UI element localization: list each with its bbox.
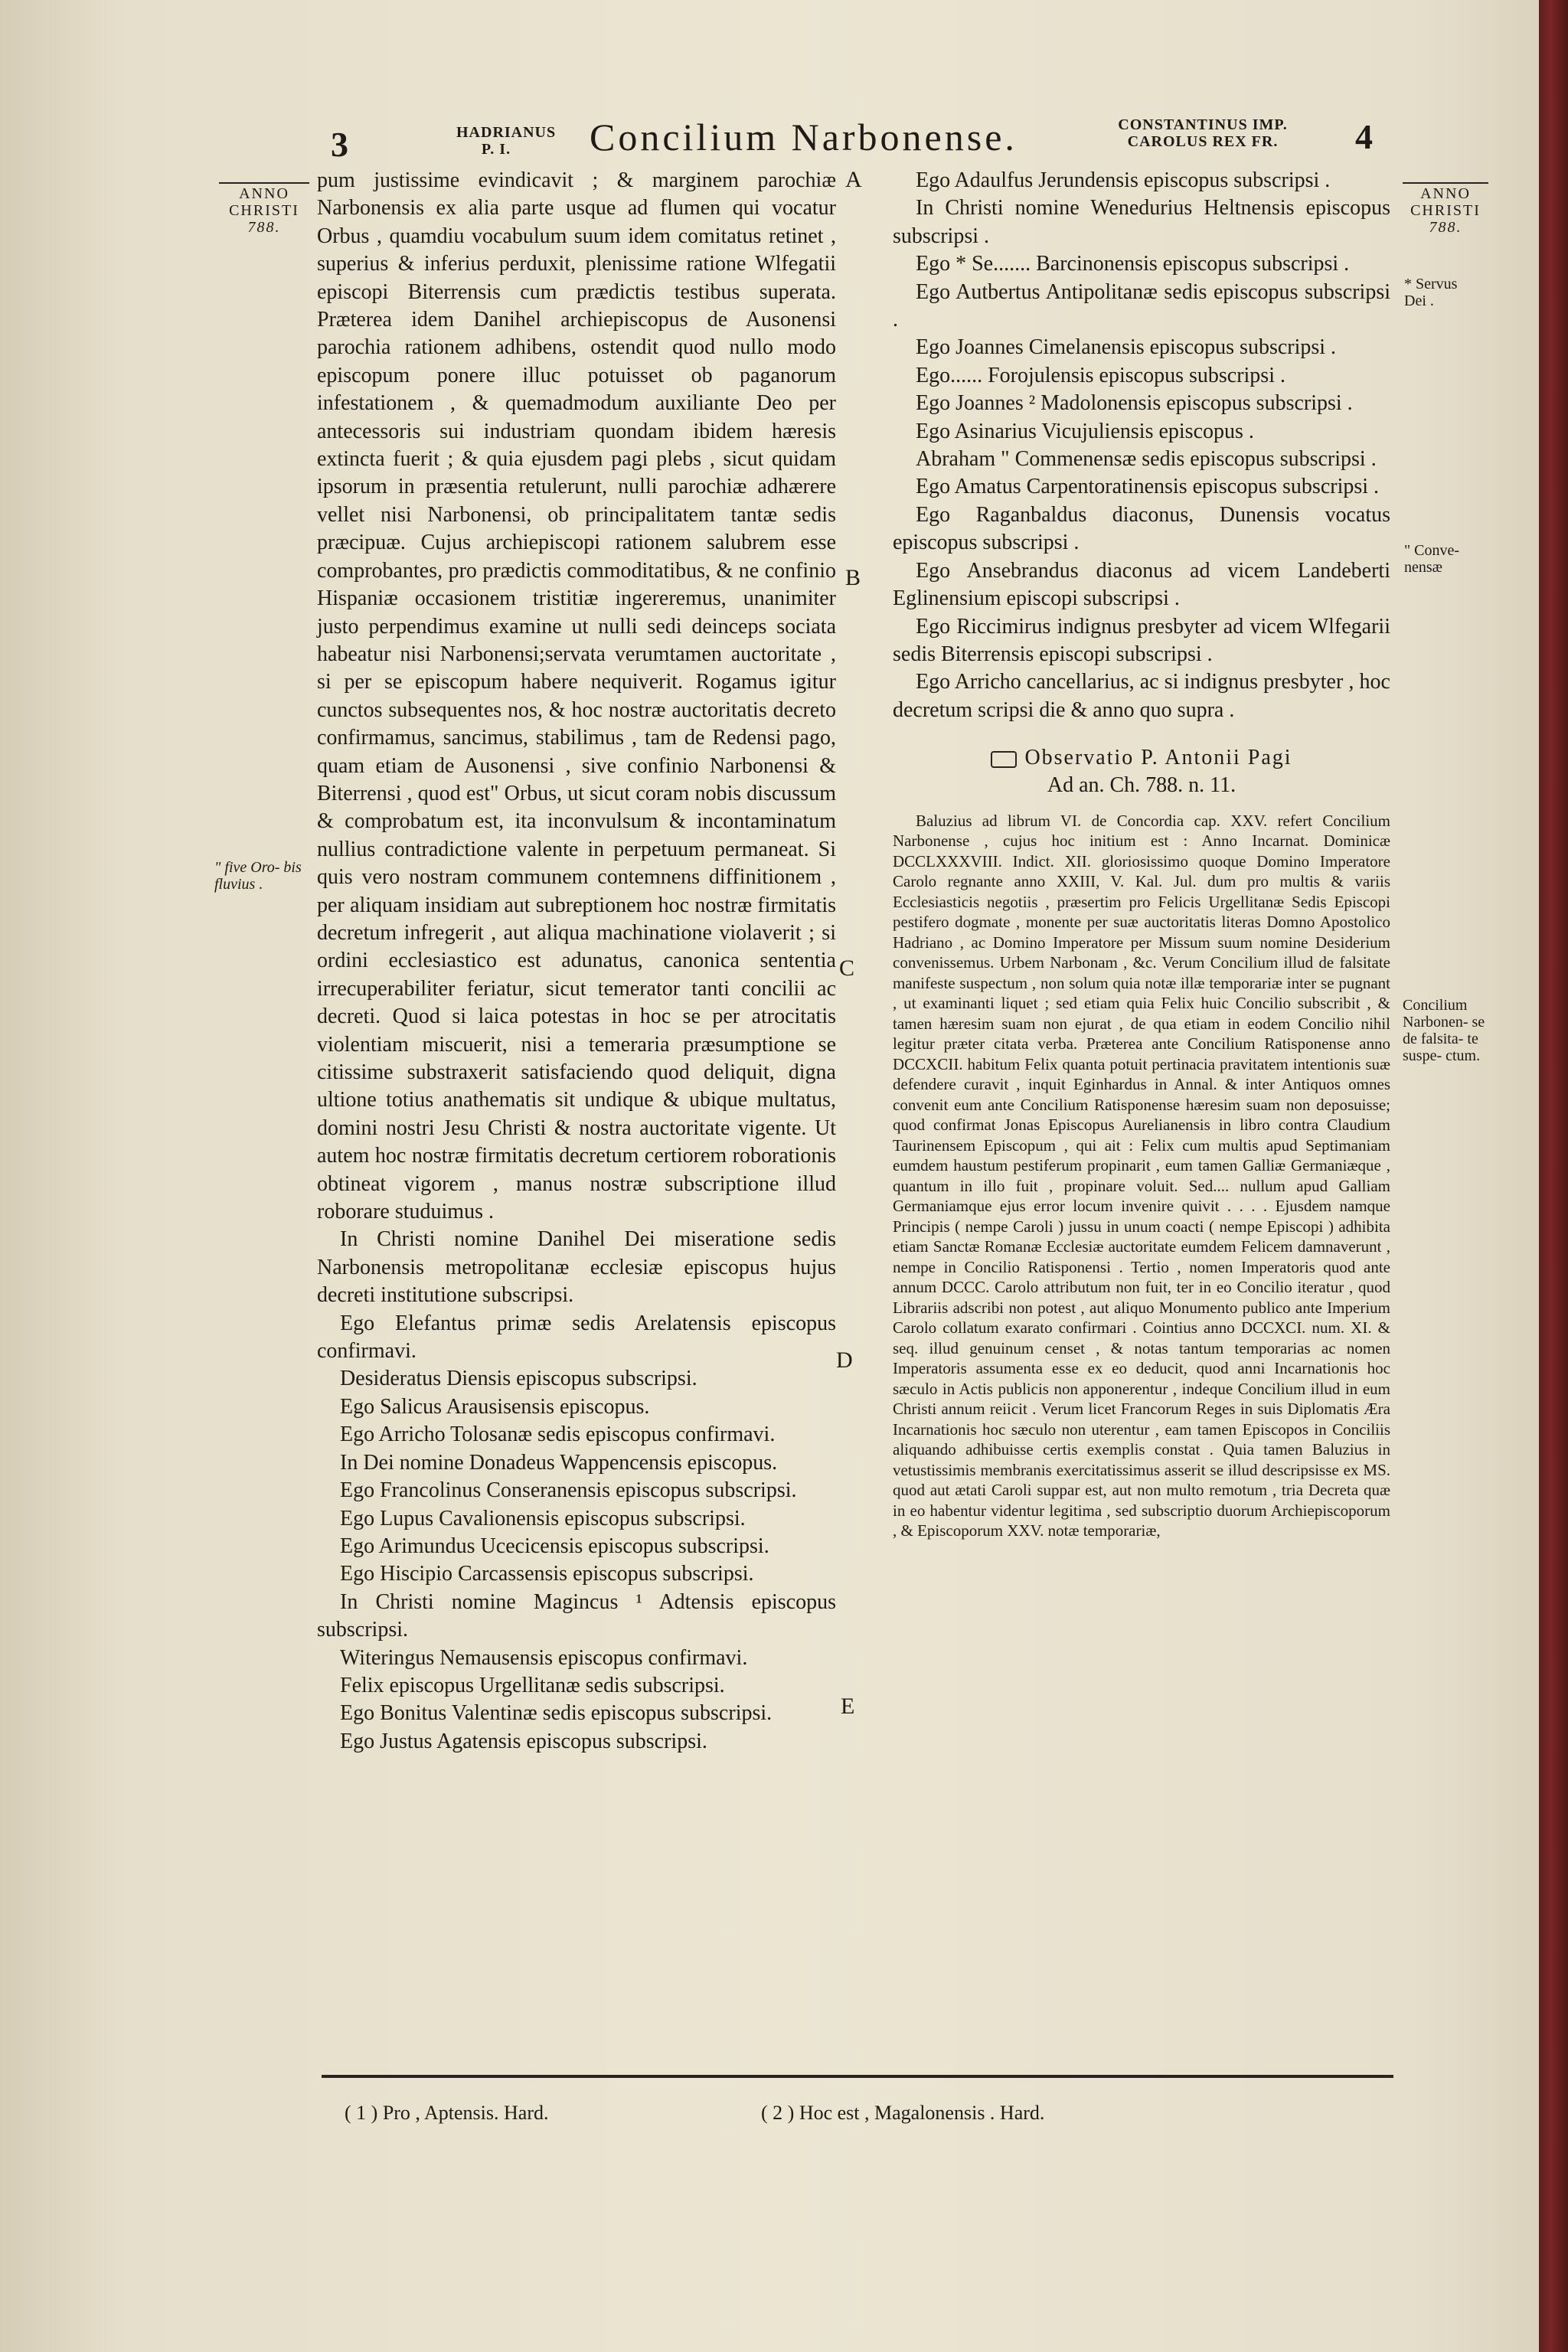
subscription: Ego Asinarius Vicujuliensis episcopus .	[916, 419, 1254, 443]
subscription: Ego Salicus Arausisensis episcopus.	[340, 1394, 650, 1419]
right-column	[893, 167, 1390, 1541]
section-letter-c: C	[839, 956, 855, 981]
left-margin-christi: CHRISTI	[229, 202, 299, 219]
section-letter-a: A	[845, 167, 862, 192]
header-emperor	[1113, 116, 1292, 150]
subscription: Ego Arimundus Ucecicensis episcopus subscripsi.	[340, 1534, 769, 1558]
subscription: Ego...... Forojulensis episcopus subscripsi .	[916, 363, 1285, 387]
footnote-2: ( 2 ) Hoc est , Magalonensis . Hard.	[761, 2102, 1045, 2124]
right-margin-year-value: 788.	[1429, 219, 1462, 236]
header-pope	[456, 124, 557, 158]
right-margin-note-servus: * Servus Dei .	[1404, 276, 1458, 309]
book-binding	[1539, 0, 1568, 2352]
observatio-text: Baluzius ad librum VI. de Concordia cap. XXV. refert Concilium Narbonense , cujus hoc initium est : Anno Incarnat. Dominicæ DCCLXXXVIII. Indict. XII. gloriosissimo quoque Domino Imperatore Carolo regnante anno XXIII, V. Kal. Jul. dum pro multis & variis Ecclesiasticis negotiis , præsertim pro Felicis Urgellitanæ Sedis Episcopi pestifero dogmate , monente per suæ auctoritatis literas Domno Apostolico Hadriano , ac Domino Imperatore per Missum suum nomine Desiderium convenissemus. Urbem Narbonam , &c. Verum Concilium illud de falsitate manifeste suspectum , non solum quia notæ illæ temporariæ inter se pugnant , ut examinanti liquet ; sed etiam quia Felix huic Concilio subscribit , & tamen hæresim suam non ejurat , de qua etiam in eodem Concilio nihil legitur præter citata verba. Præterea ante Concilium Ratisponense anno DCCXCII. habitum Felix quanta potuit pertinacia pravitatem intentionis suæ defendere curavit , inquit Eginhardus in Annal. & inter Antiquos omnes convenit eum ante Concilium Ratisponense hæresim suam non deposuisse; quod confirmat Jonas Episcopus Aurelianensis in libro contra Claudium Taurinensem Episcopum , qui ait : Felix cum multis apud Septimaniam eumdem haustum pestiferum propinarit , eum tamen Galliæ Germaniæque , quantum in illo fuit , propinare voluit. Sed.... nullum apud Galliam Germaniamque ejus error locum invenire quivit . . . . Ejusdem namque Principis ( nempe Caroli ) jussu in unum coacti ( nempe Episcopi ) adhibita etiam Sanctæ Romanæ Ecclesiæ auctoritate eumdem Felicem damnaverunt , nempe in Concilio Ratisponensi . Tertio , nomen Imperatoris quod ante annum DCCC. Carolo attributum non fuit, ter in eo Concilio iteratur , quod Librariis adscribi non potest , aut aliquo Monumento publico ante Imperium Carolo collatum exarato confirmari . Cointius anno DCCXCI. num. XI. & seq. illud genuinum censet , & notas tantum temporarias ac nomen Imperatoris assumenta esse ex eo deducit, quod anni Incarnationis hoc sæculo in Actis publicis non apponerentur , indeque Concilium illud in eum Christi annum reiicit . Verum licet Francorum Reges in suis Diplomatis Æra Incarnationis hoc sæculo non uterentur , eam tamen Episcopos in Conciliis aliquando adhibuisse certis exemplis constat . Quia tamen Baluzius in vetustissimis membranis exercitatissimus asserit se illud descripsisse ex MS. quod aut ætati Caroli suppar est, aut non multo remotum , tria Decreta quæ in eo habentur videntur legitima , sed subscriptio duorum Archiepiscoporum , & Episcoporum XXV. notæ temporariæ,	[893, 811, 1390, 1540]
subscription: In Christi nomine Danihel Dei miseratione sedis Narbonensis metropolitanæ ecclesiæ episcopus hujus decreti institutione subscripsi.	[317, 1227, 836, 1308]
right-margin-christi: CHRISTI	[1410, 202, 1481, 219]
right-margin-note-convenensae: " Conve- nensæ	[1404, 542, 1460, 576]
subscription: Ego Bonitus Valentinæ sedis episcopus subscripsi.	[340, 1701, 773, 1726]
subscription: Desideratus Diensis episcopus subscripsi.	[340, 1367, 697, 1391]
folio-left: 3	[331, 125, 348, 164]
subscription: Ego Autbertus Antipolitanæ sedis episcopus subscripsi .	[893, 279, 1390, 332]
subscription: Ego Arricho Tolosanæ sedis episcopus confirmavi.	[340, 1423, 776, 1447]
left-margin-anno: ANNO	[219, 182, 309, 202]
subscription: Ego Francolinus Conseranensis episcopus subscripsi.	[340, 1478, 797, 1503]
header-pope-name: HADRIANUS	[456, 124, 557, 141]
left-margin-year-value: 788.	[247, 219, 281, 236]
subscription: Ego Lupus Cavalionensis episcopus subscripsi.	[340, 1506, 746, 1530]
subscription: Ego Raganbaldus diaconus, Dunensis vocatus episcopus subscripsi .	[893, 502, 1390, 555]
left-margin-note: " five Oro- bis fluvius .	[214, 859, 302, 893]
subscription: In Christi nomine Magincus ¹ Adtensis episcopus subscripsi.	[317, 1589, 836, 1642]
subscription: Ego Hiscipio Carcassensis episcopus subscripsi.	[340, 1562, 754, 1586]
left-paragraph: pum justissime evindicavit ; & marginem parochiæ Narbonensis ex alia parte usque ad flumen qui vocatur Orbus , quamdiu vocabulum suum idem comitatus retinet , superius & inferius perduxit, plenissime ratione Wlfegatii episcopi Biterrensis cum prædictis testibus superata. Præterea idem Danihel archiepiscopus de Ausonensi parochia rationem adhibens, ostendit quod nullo modo episcopum ponere illuc potuisset ob paganorum infestationem , & quemadmodum auxiliante Deo per antecessoris sui industriam quondam ibidem hæresis extincta fuerit ; & quia ejusdem pagi plebs , sicut quidam ipsorum in præsentia retulerunt, nulli parochiæ adhærere vellet nisi Narbonensi, ob principalitatem tantæ sedis præcipuæ. Cujus archiepiscopi rationem salubrem esse comprobantes, pro prædictis commoditatibus, & ne confinio Hispaniæ occasionem tristitiæ ingereremus, unanimiter justo perpendimus examine ut nulli sedi deinceps sociata habeatur nisi Narbonensi;servata verumtamen auctoritate , si per se episcopum habere nequiverit. Rogamus igitur cunctos subsequentes nos, & hoc nostræ auctoritatis decreto confirmamus, sancimus, stabilimus , tam de Redensi pago, quam etiam de Ausonensi , sive confinio Narbonensi & Biterrensi , quod est" Orbus, ut sicut coram nobis discussum & comprobatum est, ita inconvulsum & incontaminatum nullius contradictione valente in perpetuum permaneat. Si quis vero nostram communem contemnens diffinitionem , per aliquam insidiam aut subreptionem hoc nostræ firmitatis decretum infregerit , aut aliqua machinatione violaverit ; si ordini ecclesiastico est adunatus, canonica sententia irrecuperabiliter feriatur, sicut temerator tanti concilii ac decreti. Quod si laica potestas in hoc se per atrocitatis violentiam miscuerit, nisi a temeraria præsumptione se citissime substraxerit satisfaciendo quod deliquit, digna ultione totius anathematis sit undique & ubique multatus, domini nostri Jesu Christi & nostra auctoritate vigente. Ut autem hoc nostræ firmitatis decretum certiorem roborationis obtineat vigorem , manus nostræ subscriptione illud roborare studuimus .	[317, 168, 836, 1224]
subscription: Abraham " Commenensæ sedis episcopus subscripsi .	[916, 447, 1377, 472]
subscription: Ego Adaulfus Jerundensis episcopus subscripsi .	[916, 168, 1331, 192]
right-margin-anno: ANNO	[1403, 182, 1488, 202]
observatio-title	[893, 744, 1390, 772]
left-margin-year	[219, 182, 309, 236]
folio-right: 4	[1355, 117, 1373, 156]
subscription: Ego Joannes Cimelanensis episcopus subscripsi .	[916, 335, 1337, 360]
subscription: In Christi nomine Wenedurius Heltnensis episcopus subscripsi .	[893, 196, 1390, 248]
section-letter-d: D	[836, 1348, 853, 1373]
right-margin-year	[1403, 182, 1488, 236]
section-letter-b: B	[845, 565, 861, 590]
header-emperor-line2: CAROLUS REX FR.	[1127, 133, 1279, 150]
observatio-subtitle: Ad an. Ch. 788. n. 11.	[1047, 773, 1236, 798]
header-emperor-line1: CONSTANTINUS IMP.	[1118, 116, 1288, 133]
running-title: Concilium Narbonense.	[590, 116, 1018, 158]
subscription: Ego Joannes ² Madolonensis episcopus subscripsi .	[916, 391, 1353, 416]
right-margin-note-concilium: Concilium Narbonen- se de falsita- te suspe- ctum.	[1403, 997, 1485, 1064]
observatio-title-text: Observatio P. Antonii Pagi	[1024, 746, 1292, 770]
footnote-rule	[322, 2075, 1393, 2078]
subscription: Ego Amatus Carpentoratinensis episcopus subscripsi .	[916, 475, 1380, 499]
subscription: Ego Ansebrandus diaconus ad vicem Landeberti Eglinensium episcopi subscripsi .	[893, 558, 1390, 611]
header-pope-number: P. I.	[481, 141, 511, 158]
subscription: Ego Arricho cancellarius, ac si indignus presbyter , hoc decretum scripsi die & anno quo supra .	[893, 670, 1390, 722]
subscription: Witeringus Nemausensis episcopus confirmavi.	[340, 1645, 748, 1670]
subscription: Ego Riccimirus indignus presbyter ad vicem Wlfegarii sedis Biterrensis episcopi subscripsi .	[893, 614, 1390, 666]
subscription: Ego Justus Agatensis episcopus subscripsi.	[340, 1729, 707, 1753]
section-letter-e: E	[841, 1694, 855, 1719]
subscription: Ego Elefantus primæ sedis Arelatensis episcopus confirmavi.	[317, 1311, 836, 1364]
subscription: In Dei nomine Donadeus Wappencensis episcopus.	[340, 1450, 778, 1475]
subscription: Felix episcopus Urgellitanæ sedis subscripsi.	[340, 1673, 725, 1697]
left-column	[317, 167, 836, 1756]
footnote-1: ( 1 ) Pro , Aptensis. Hard.	[345, 2102, 549, 2124]
subscription: Ego * Se....... Barcinonensis episcopus subscripsi .	[916, 252, 1350, 276]
manicule-icon	[991, 751, 1017, 768]
